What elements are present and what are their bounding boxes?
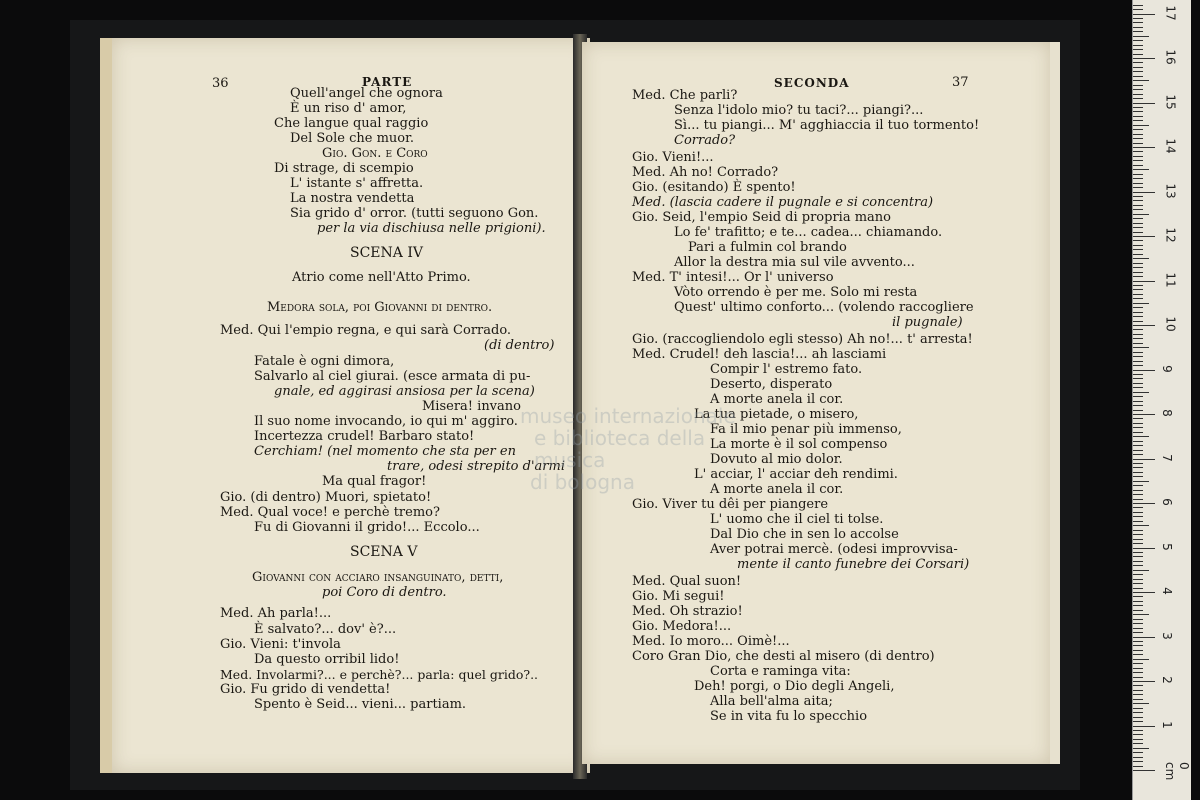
ruler-label: 9: [1159, 364, 1174, 373]
ruler-label: 6: [1159, 498, 1174, 506]
ruler-tick: [1133, 766, 1143, 767]
ruler-tick: [1133, 454, 1143, 455]
ruler-label: 0 cm: [1163, 762, 1191, 781]
ruler-tick: [1133, 192, 1155, 193]
ruler-tick: [1133, 512, 1143, 513]
ruler-tick: [1133, 739, 1143, 740]
verse-line: Corrado?: [674, 133, 736, 148]
ruler-tick: [1133, 730, 1143, 731]
ruler-tick: [1133, 183, 1143, 184]
ruler-tick: [1133, 467, 1143, 468]
ruler-tick: [1133, 94, 1143, 95]
ruler-tick: [1133, 187, 1143, 188]
ruler-tick: [1133, 174, 1143, 175]
ruler-tick: [1133, 76, 1143, 77]
ruler-tick: [1133, 85, 1143, 86]
ruler-tick: [1133, 303, 1149, 304]
ruler-label: 10: [1163, 316, 1178, 332]
ruler-tick: [1133, 232, 1143, 233]
ruler-tick: [1133, 494, 1143, 495]
verse-line: Med. Qual voce! e perchè tremo?: [220, 505, 440, 520]
ruler-label: 15: [1163, 93, 1178, 110]
stage-direction: trare, odesi strepito d'armi: [387, 459, 565, 474]
ruler-tick: [1133, 205, 1143, 206]
ruler-tick: [1133, 579, 1143, 580]
verse-line: Med. Ah parla!...: [220, 606, 332, 621]
ruler-tick: [1133, 677, 1143, 678]
stage-direction: (di dentro): [484, 338, 555, 353]
ruler-tick: [1133, 120, 1143, 121]
characters-line: Giovanni con acciaro insanguinato, detti,: [252, 570, 504, 585]
ruler-tick: [1133, 316, 1143, 317]
ruler-tick: [1133, 401, 1143, 402]
ruler-tick: [1133, 356, 1143, 357]
ruler-tick: [1133, 588, 1143, 589]
ruler-tick: [1133, 223, 1143, 224]
ruler-tick: [1133, 312, 1143, 313]
verse-line: Misera! invano: [422, 399, 521, 414]
ruler-tick: [1133, 721, 1143, 722]
verse-line: Che langue qual raggio: [274, 116, 429, 131]
ruler-tick: [1133, 307, 1143, 308]
ruler-tick: [1133, 387, 1143, 388]
ruler-tick: [1133, 414, 1155, 415]
stage-direction: Med. (lascia cadere il pugnale e si concentra): [632, 195, 934, 210]
ruler-tick: [1133, 748, 1149, 749]
ruler-tick: [1133, 534, 1143, 535]
ruler-tick: [1133, 632, 1143, 633]
ruler-tick: [1133, 27, 1143, 28]
ruler-tick: [1133, 637, 1155, 638]
verse-line: Sia grido d' orror. (tutti seguono Gon.: [290, 206, 539, 221]
ruler-tick: [1133, 663, 1143, 664]
ruler-tick: [1133, 80, 1149, 81]
ruler-tick: [1133, 165, 1143, 166]
ruler-tick: [1133, 151, 1143, 152]
verse-line: Fa il mio penar più immenso,: [710, 422, 902, 437]
verse-line: Med. Che parli?: [632, 88, 738, 103]
ruler-tick: [1133, 378, 1143, 379]
verse-line: Salvarlo al ciel giurai. (esce armata di pu-: [254, 369, 531, 384]
stage-direction: gnale, ed aggirasi ansiosa per la scena): [274, 384, 535, 399]
verse-line: Gio. (esitando) È spento!: [632, 180, 796, 195]
ruler-tick: [1133, 623, 1143, 624]
watermark-line: e biblioteca della musica: [534, 426, 706, 472]
library-watermark: [520, 405, 740, 493]
verse-line: Sì... tu piangi... M' agghiaccia il tuo tormento!: [674, 118, 980, 133]
ruler-tick: [1133, 98, 1143, 99]
ruler-tick: [1133, 31, 1143, 32]
ruler-tick: [1133, 200, 1143, 201]
ruler-label: 13: [1163, 182, 1178, 199]
ruler-tick: [1133, 561, 1143, 562]
ruler-tick: [1133, 338, 1143, 339]
ruler-tick: [1133, 374, 1143, 375]
ruler-label: 17: [1163, 4, 1178, 21]
verse-line: Med. Qui l'empio regna, e qui sarà Corrado.: [220, 323, 512, 338]
ruler-tick: [1133, 54, 1143, 55]
ruler-tick: [1133, 14, 1155, 15]
verse-line: Corta e raminga vita:: [710, 664, 851, 679]
verse-line: Deh! porgi, o Dio degli Angeli,: [694, 679, 895, 694]
ruler-tick: [1133, 565, 1143, 566]
verse-line: Med. T' intesi!... Or l' universo: [632, 270, 834, 285]
verse-line: La tua pietade, o misero,: [694, 407, 859, 422]
ruler-tick: [1133, 672, 1143, 673]
ruler-tick: [1133, 405, 1143, 406]
verse-line: Fu di Giovanni il grido!... Eccolo...: [254, 520, 480, 535]
ruler-tick: [1133, 432, 1143, 433]
verse-line: La nostra vendetta: [290, 191, 415, 206]
verse-line: A morte anela il cor.: [710, 482, 844, 497]
verse-line: È salvato?... dov' è?...: [254, 622, 397, 637]
ruler-tick: [1133, 476, 1143, 477]
ruler-tick: [1133, 436, 1149, 437]
verse-line: Spento è Seid... vieni... partiam.: [254, 697, 467, 712]
verse-line: È un riso d' amor,: [290, 101, 407, 116]
ruler-tick: [1133, 62, 1143, 63]
ruler-tick: [1133, 36, 1149, 37]
ruler-label: 8: [1159, 409, 1174, 417]
ruler-tick: [1133, 743, 1143, 744]
ruler-tick: [1133, 583, 1143, 584]
verse-line: Med. Crudel! deh lascia!... ah lasciami: [632, 347, 887, 362]
ruler-tick: [1133, 650, 1143, 651]
ruler-tick: [1133, 703, 1149, 704]
ruler-tick: [1133, 485, 1143, 486]
ruler-label: 14: [1163, 138, 1178, 154]
ruler-tick: [1133, 370, 1155, 371]
speaker-line: Gio. Gon. e Coro: [322, 146, 428, 161]
ruler-tick: [1133, 285, 1143, 286]
ruler-tick: [1133, 574, 1143, 575]
ruler-tick: [1133, 245, 1143, 246]
left-page: [100, 38, 590, 773]
ruler-tick: [1133, 267, 1143, 268]
ruler-tick: [1133, 254, 1143, 255]
scene-heading: SCENA IV: [350, 245, 423, 261]
verse-line: Med. Ah no! Corrado?: [632, 165, 779, 180]
ruler-tick: [1133, 143, 1143, 144]
ruler-tick: [1133, 521, 1143, 522]
ruler-tick: [1133, 459, 1155, 460]
verse-line: Pari a fulmin col brando: [688, 240, 847, 255]
ruler-tick: [1133, 570, 1149, 571]
verse-line: Dovuto al mio dolor.: [710, 452, 843, 467]
ruler-label: 16: [1163, 49, 1178, 65]
ruler-tick: [1133, 610, 1143, 611]
ruler-tick: [1133, 134, 1143, 135]
ruler-tick: [1133, 761, 1143, 762]
ruler-tick: [1133, 605, 1143, 606]
verse-line: Deserto, disperato: [710, 377, 833, 392]
ruler-tick: [1133, 628, 1143, 629]
ruler-tick: [1133, 659, 1149, 660]
verse-line: Il suo nome invocando, io qui m' aggiro.: [254, 414, 518, 429]
ruler-tick: [1133, 40, 1143, 41]
ruler-tick: [1133, 334, 1143, 335]
verse-line: Lo fe' trafitto; e te... cadea... chiamando.: [674, 225, 943, 240]
ruler-tick: [1133, 236, 1155, 237]
characters-line: Medora sola, poi Giovanni di dentro.: [267, 300, 493, 315]
ruler-tick: [1133, 418, 1143, 419]
ruler-tick: [1133, 18, 1143, 19]
ruler-tick: [1133, 556, 1143, 557]
scene-heading: SCENA V: [350, 544, 418, 560]
ruler-tick: [1133, 552, 1143, 553]
ruler-tick: [1133, 699, 1143, 700]
ruler-tick: [1133, 757, 1143, 758]
ruler-tick: [1133, 196, 1143, 197]
ruler-tick: [1133, 734, 1143, 735]
ruler-tick: [1133, 463, 1143, 464]
ruler-tick: [1133, 281, 1155, 282]
ruler-tick: [1133, 67, 1143, 68]
verse-line: La morte è il sol compenso: [710, 437, 888, 452]
ruler-tick: [1133, 530, 1143, 531]
ruler-tick: [1133, 614, 1149, 615]
ruler-label: 7: [1159, 453, 1174, 462]
stage-direction: mente il canto funebre dei Corsari): [737, 557, 970, 572]
running-head: SECONDA: [774, 76, 850, 90]
ruler-tick: [1133, 156, 1143, 157]
ruler-tick: [1133, 71, 1143, 72]
ruler-label: 12: [1163, 227, 1178, 243]
verse-line: Coro Gran Dio, che desti al misero (di dentro): [632, 649, 935, 664]
ruler-tick: [1133, 263, 1143, 264]
ruler-tick: [1133, 641, 1143, 642]
ruler-tick: [1133, 392, 1149, 393]
ruler-label: 5: [1159, 542, 1174, 551]
ruler-tick: [1133, 147, 1155, 148]
ruler-tick: [1133, 708, 1143, 709]
ruler-tick: [1133, 294, 1143, 295]
ruler-tick: [1133, 499, 1143, 500]
ruler-tick: [1133, 347, 1149, 348]
verse-line: Incertezza crudel! Barbaro stato!: [254, 429, 475, 444]
ruler-tick: [1133, 645, 1143, 646]
ruler-tick: [1133, 592, 1155, 593]
ruler-tick: [1133, 111, 1143, 112]
ruler-tick: [1133, 770, 1155, 771]
verse-line: Gio. Viver tu dêi per piangere: [632, 497, 829, 512]
verse-line: Allor la destra mia sul vile avvento...: [674, 255, 915, 270]
watermark-line: di bologna: [530, 470, 635, 494]
ruler-tick: [1133, 450, 1143, 451]
ruler-tick: [1133, 685, 1143, 686]
ruler-tick: [1133, 321, 1143, 322]
ruler-label: 2: [1159, 676, 1174, 684]
verse-line: L' uomo che il ciel ti tolse.: [710, 512, 884, 527]
ruler-tick: [1133, 160, 1143, 161]
ruler-tick: [1133, 58, 1155, 59]
ruler-tick: [1133, 543, 1143, 544]
page-number: 36: [212, 76, 229, 91]
ruler-tick: [1133, 214, 1149, 215]
ruler-tick: [1133, 361, 1143, 362]
ruler-tick: [1133, 694, 1143, 695]
verse-line: Dal Dio che in sen lo accolse: [710, 527, 899, 542]
ruler-tick: [1133, 22, 1143, 23]
ruler-tick: [1133, 240, 1143, 241]
verse-line: Med. Qual suon!: [632, 574, 742, 589]
verse-line: Cerchiam! (nel momento che sta per en: [254, 444, 516, 459]
verse-line: Compir l' estremo fato.: [710, 362, 863, 377]
verse-line: Gio. Seid, l'empio Seid di propria mano: [632, 210, 891, 225]
ruler-tick: [1133, 726, 1155, 727]
measuring-ruler: [1132, 0, 1191, 800]
ruler-tick: [1133, 289, 1143, 290]
ruler-tick: [1133, 169, 1149, 170]
ruler-tick: [1133, 712, 1143, 713]
ruler-tick: [1133, 258, 1149, 259]
ruler-tick: [1133, 49, 1143, 50]
ruler-label: 3: [1159, 631, 1174, 640]
verse-line: Gio. (di dentro) Muori, spietato!: [220, 490, 432, 505]
verse-line: Del Sole che muor.: [290, 131, 415, 146]
verse-line: Gio. Medora!...: [632, 619, 732, 634]
ruler-tick: [1133, 441, 1143, 442]
verse-line: Quest' ultimo conforto... (volendo raccogliere: [674, 300, 974, 315]
ruler-tick: [1133, 596, 1143, 597]
verse-line: A morte anela il cor.: [710, 392, 844, 407]
ruler-tick: [1133, 383, 1143, 384]
ruler-tick: [1133, 654, 1143, 655]
ruler-tick: [1133, 490, 1143, 491]
ruler-tick: [1133, 107, 1143, 108]
ruler-tick: [1133, 325, 1155, 326]
ruler-tick: [1133, 138, 1143, 139]
ruler-tick: [1133, 343, 1143, 344]
verse-line: L' istante s' affretta.: [290, 176, 424, 191]
ruler-tick: [1133, 116, 1143, 117]
ruler-tick: [1133, 717, 1143, 718]
ruler-tick: [1133, 503, 1155, 504]
right-page: [582, 42, 1060, 764]
ruler-tick: [1133, 365, 1143, 366]
ruler-tick: [1133, 507, 1143, 508]
ruler-tick: [1133, 276, 1143, 277]
verse-line: Gio. (raccogliendolo egli stesso) Ah no!... t' arresta!: [632, 332, 973, 347]
ruler-tick: [1133, 329, 1143, 330]
characters-line: poi Coro di dentro.: [322, 585, 447, 600]
page-number: 37: [952, 75, 969, 90]
verse-line: Gio. Fu grido di vendetta!: [220, 682, 391, 697]
ruler-tick: [1133, 410, 1143, 411]
ruler-tick: [1133, 45, 1143, 46]
ruler-tick: [1133, 445, 1143, 446]
ruler-label: 11: [1163, 271, 1178, 288]
ruler-tick: [1133, 681, 1155, 682]
ruler-tick: [1133, 619, 1143, 620]
ruler-tick: [1133, 5, 1143, 6]
verse-line: Gio. Mi segui!: [632, 589, 725, 604]
ruler-tick: [1133, 129, 1143, 130]
ruler-tick: [1133, 178, 1143, 179]
ruler-tick: [1133, 218, 1143, 219]
ruler-tick: [1133, 298, 1143, 299]
verse-line: Gio. Vieni: t'invola: [220, 637, 341, 652]
ruler-tick: [1133, 472, 1143, 473]
verse-line: Se in vita fu lo specchio: [710, 709, 868, 724]
ruler-tick: [1133, 9, 1143, 10]
scene-setting: Atrio come nell'Atto Primo.: [292, 270, 471, 285]
verse-line: Di strage, di scempio: [274, 161, 414, 176]
ruler-tick: [1133, 352, 1143, 353]
ruler-label: 4: [1159, 587, 1174, 595]
ruler-tick: [1133, 548, 1155, 549]
ruler-tick: [1133, 209, 1143, 210]
ruler-tick: [1133, 427, 1143, 428]
ruler-tick: [1133, 249, 1143, 250]
ruler-tick: [1133, 227, 1143, 228]
ruler-tick: [1133, 752, 1143, 753]
ruler-tick: [1133, 423, 1143, 424]
ruler-tick: [1133, 481, 1149, 482]
ruler-tick: [1133, 668, 1143, 669]
verse-line: L' acciar, l' acciar deh rendimi.: [694, 467, 898, 482]
verse-line: Med. Involarmi?... e perchè?... parla: quel grido?..: [220, 667, 539, 682]
ruler-tick: [1133, 525, 1149, 526]
ruler-tick: [1133, 103, 1155, 104]
verse-line: Vòto orrendo è per me. Solo mi resta: [674, 285, 918, 300]
verse-line: Da questo orribil lido!: [254, 652, 400, 667]
verse-line: Med. Oh strazio!: [632, 604, 743, 619]
ruler-tick: [1133, 516, 1143, 517]
stage-direction: il pugnale): [892, 315, 963, 330]
verse-line: Med. Io moro... Oimè!...: [632, 634, 790, 649]
watermark-line: museo internazionale: [520, 404, 736, 428]
ruler-label: 1: [1159, 720, 1174, 729]
verse-line: Aver potrai mercè. (odesi improvvisa-: [710, 542, 958, 557]
verse-line: Fatale è ogni dimora,: [254, 354, 395, 369]
verse-line: Gio. Vieni!...: [632, 150, 714, 165]
ruler-tick: [1133, 89, 1143, 90]
ruler-tick: [1133, 125, 1149, 126]
stage-direction: per la via dischiusa nelle prigioni).: [317, 221, 546, 236]
ruler-tick: [1133, 539, 1143, 540]
ruler-tick: [1133, 272, 1143, 273]
verse-line: Senza l'idolo mio? tu taci?... piangi?...: [674, 103, 924, 118]
ruler-tick: [1133, 601, 1143, 602]
running-head: PARTE: [362, 75, 413, 89]
verse-line: Alla bell'alma aita;: [710, 694, 833, 709]
verse-line: Ma qual fragor!: [322, 474, 427, 489]
ruler-tick: [1133, 690, 1143, 691]
ruler-tick: [1133, 396, 1143, 397]
verse-line: Quell'angel che ognora: [290, 86, 443, 101]
